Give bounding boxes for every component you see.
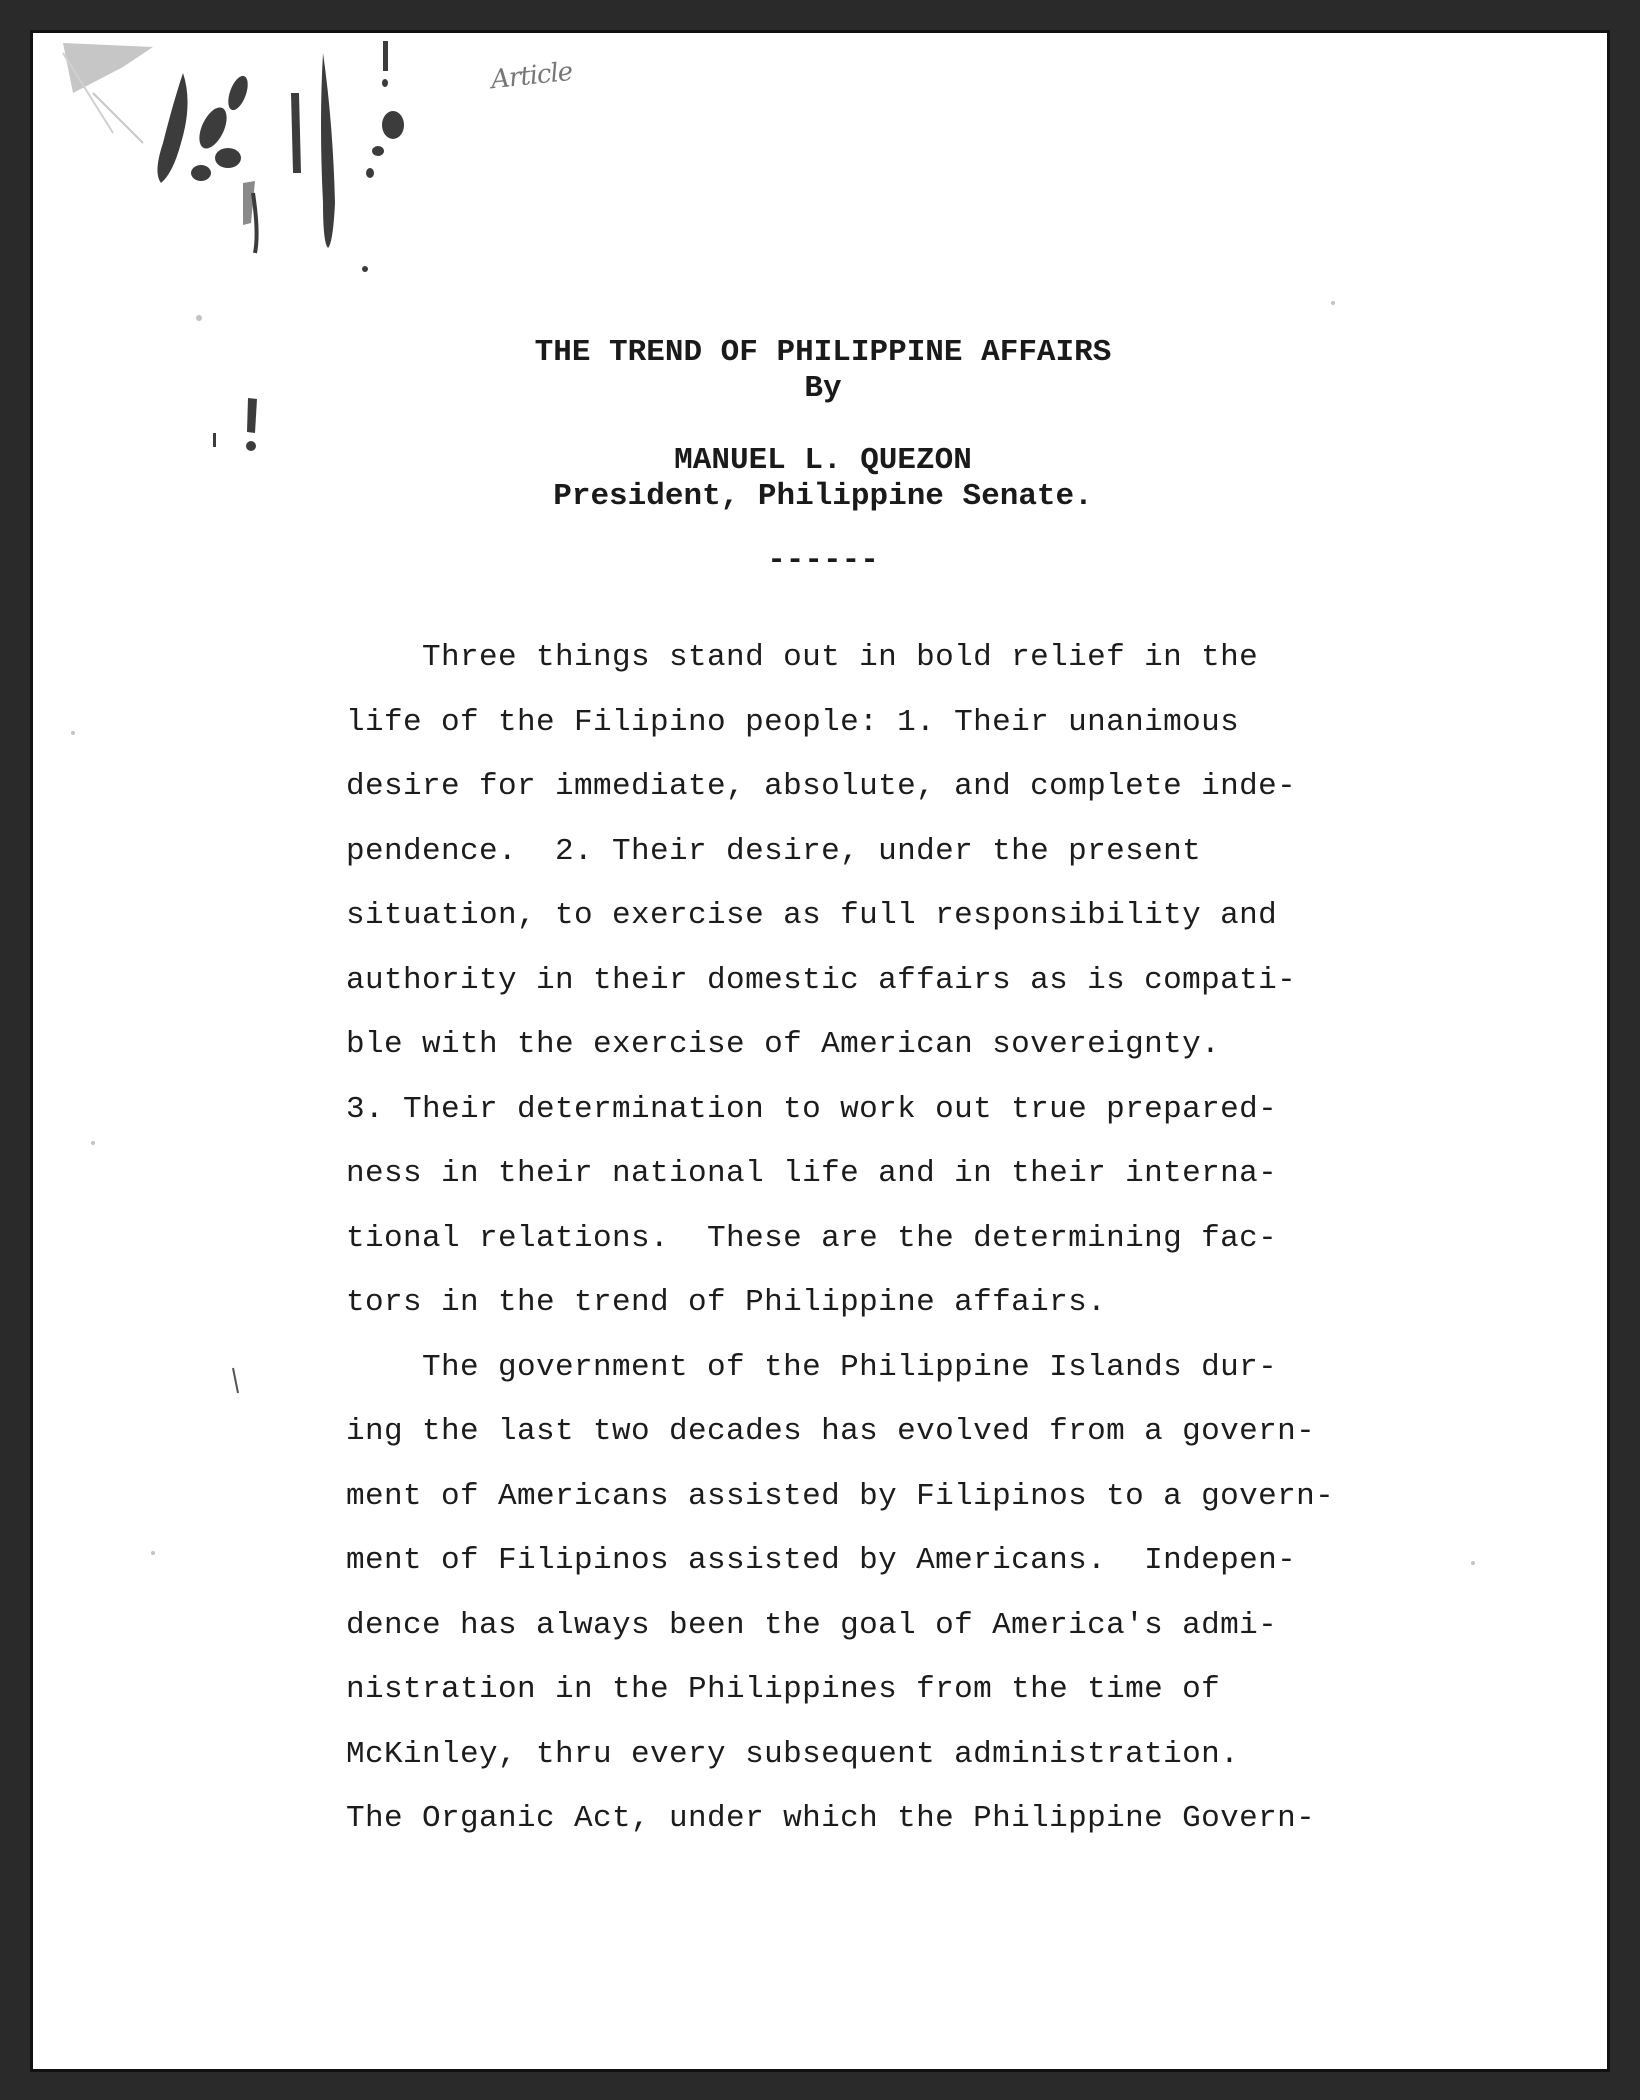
byline: By — [804, 371, 842, 406]
body-text — [346, 626, 1386, 1852]
document-page — [30, 30, 1610, 2072]
separator: ------ — [767, 543, 879, 578]
text-line: ment of Filipinos assisted by Americans. Indepen- — [346, 1543, 1297, 1578]
text-line: situation, to exercise as full responsibility and — [346, 898, 1278, 933]
text-line: The government of the Philippine Islands dur- — [346, 1349, 1278, 1385]
text-line: desire for immediate, absolute, and complete inde- — [346, 769, 1297, 804]
text-line: Three things stand out in bold relief in the — [346, 640, 1259, 675]
author-name: MANUEL L. QUEZON — [674, 443, 972, 478]
margin-note: Article — [489, 56, 574, 96]
text-line: tors in the trend of Philippine affairs. — [346, 1285, 1107, 1320]
page-title: THE TREND OF PHILIPPINE AFFAIRS — [534, 335, 1112, 370]
text-line: life of the Filipino people: 1. Their unanimous — [346, 704, 1240, 740]
text-line: dence has always been the goal of America's admi- — [346, 1607, 1278, 1643]
text-line: nistration in the Philippines from the time of — [346, 1672, 1221, 1707]
text-line: The Organic Act, under which the Philippine Govern- — [346, 1801, 1316, 1836]
text-line: ble with the exercise of American sovereignty. — [346, 1027, 1221, 1062]
author-position: President, Philippine Senate. — [553, 479, 1093, 514]
text-line: 3. Their determination to work out true prepared- — [346, 1091, 1278, 1127]
text-line: ment of Americans assisted by Filipinos to a govern- — [346, 1478, 1335, 1514]
text-line: pendence. 2. Their desire, under the present — [346, 833, 1202, 869]
text-line: authority in their domestic affairs as is compati- — [346, 962, 1297, 998]
text-line: ing the last two decades has evolved from a govern- — [346, 1414, 1316, 1449]
text-line: McKinley, thru every subsequent administration. — [346, 1736, 1240, 1772]
text-line: ness in their national life and in their interna- — [346, 1156, 1278, 1191]
text-line: tional relations. These are the determining fac- — [346, 1220, 1278, 1256]
